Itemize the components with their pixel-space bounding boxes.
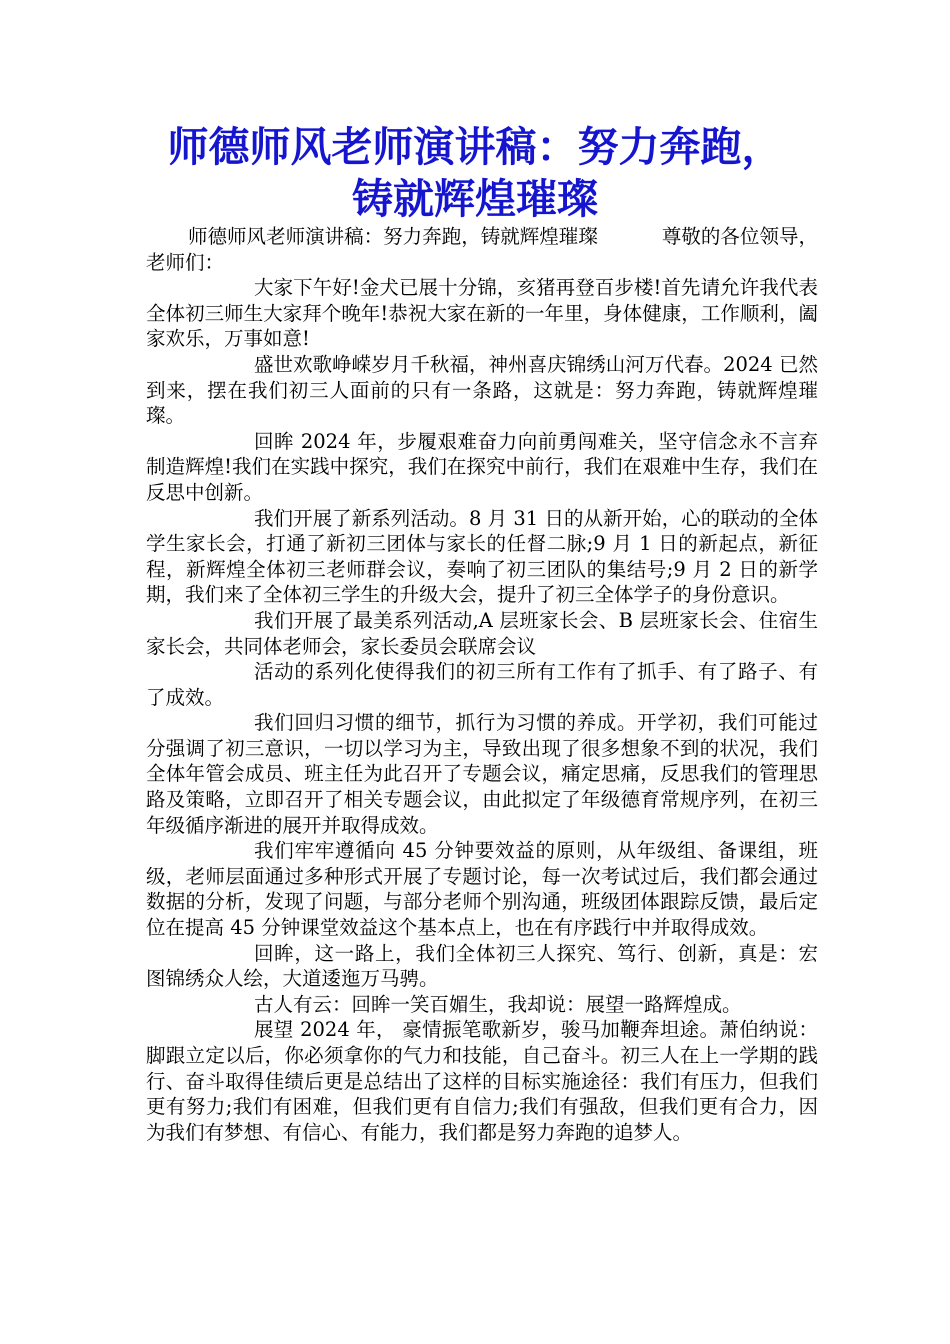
paragraph: 回眸，这一路上，我们全体初三人探究、笃行、创新，真是：宏图锦绣众人绘，大道逶迤万马骋。 xyxy=(146,941,818,991)
paragraph: 我们回归习惯的细节，抓行为习惯的养成。开学初，我们可能过分强调了初三意识，一切以学习为主，导致出现了很多想象不到的状况，我们全体年管会成员、班主任为此召开了专题会议，痛定思痛，反思我们的管理思路及策略，立即召开了相关专题会议，由此拟定了年级德育常规序列，在初三年级循序渐进的展开并取得成效。 xyxy=(146,711,818,837)
paragraph: 我们开展了新系列活动。8 月 31 日的从新开始，心的联动的全体学生家长会，打通了新初三团体与家长的任督二脉;9 月 1 日的新起点，新征程，新辉煌全体初三老师群会议，奏响了初三团队的集结号;9 月 2 日的新学期，我们来了全体初三学生的升级大会，提升了初三全体学子的身份意识。 xyxy=(146,506,818,607)
document-title xyxy=(130,121,820,225)
paragraph: 古人有云：回眸一笑百媚生，我却说：展望一路辉煌成。 xyxy=(254,992,742,1016)
paragraph: 回眸 2024 年，步履艰难奋力向前勇闯难关，坚守信念永不言弃制造辉煌!我们在实践中探究，我们在探究中前行，我们在艰难中生存，我们在反思中创新。 xyxy=(146,429,818,504)
intro-paragraph xyxy=(146,224,818,275)
paragraph: 我们开展了最美系列活动,A 层班家长会、B 层班家长会、住宿生家长会，共同体老师会，家长委员会联席会议 xyxy=(146,608,818,658)
title-line-1: 师德师风老师演讲稿：努力奔跑， xyxy=(167,123,783,171)
paragraph: 盛世欢歌峥嵘岁月千秋福，神州喜庆锦绣山河万代春。2024 已然到来，摆在我们初三人面前的只有一条路，这就是：努力奔跑，铸就辉煌璀璨。 xyxy=(146,352,818,428)
paragraph: 展望 2024 年， 豪情振笔歌新岁，骏马加鞭奔坦途。萧伯纳说：脚跟立定以后，你必须拿你的气力和技能，自己奋斗。初三人在上一学期的践行、奋斗取得佳绩后更是总结出了这样的目标实施途径：我们有压力，但我们更有努力;我们有困难，但我们更有自信力;我们有强敌，但我们更有合力，因为我们有梦想、有信心、有能力，我们都是努力奔跑的追梦人。 xyxy=(146,1018,818,1144)
paragraph: 大家下午好!金犬已展十分锦，亥猪再登百步楼!首先请允许我代表全体初三师生大家拜个晚年!恭祝大家在新的一年里，身体健康，工作顺利，阖家欢乐，万事如意! xyxy=(146,276,818,351)
paragraph: 我们牢牢遵循向 45 分钟要效益的原则，从年级组、备课组，班级，老师层面通过多种形式开展了专题讨论，每一次考试过后，我们都会通过数据的分析，发现了问题，与部分老师个别沟通，班级团体跟踪反馈，最后定位在提高 45 分钟课堂效益这个基本点上，也在有序践行中并取得成效。 xyxy=(146,839,818,940)
salutation: 尊敬的各位领导，老师们： xyxy=(146,225,818,274)
intro-heading: 师德师风老师演讲稿：努力奔跑，铸就辉煌璀璨 xyxy=(188,225,598,248)
document-body xyxy=(146,224,818,1145)
title-line-2: 铸就辉煌璀璨 xyxy=(352,175,598,223)
paragraph: 活动的系列化使得我们的初三所有工作有了抓手、有了路子、有了成效。 xyxy=(146,660,818,709)
